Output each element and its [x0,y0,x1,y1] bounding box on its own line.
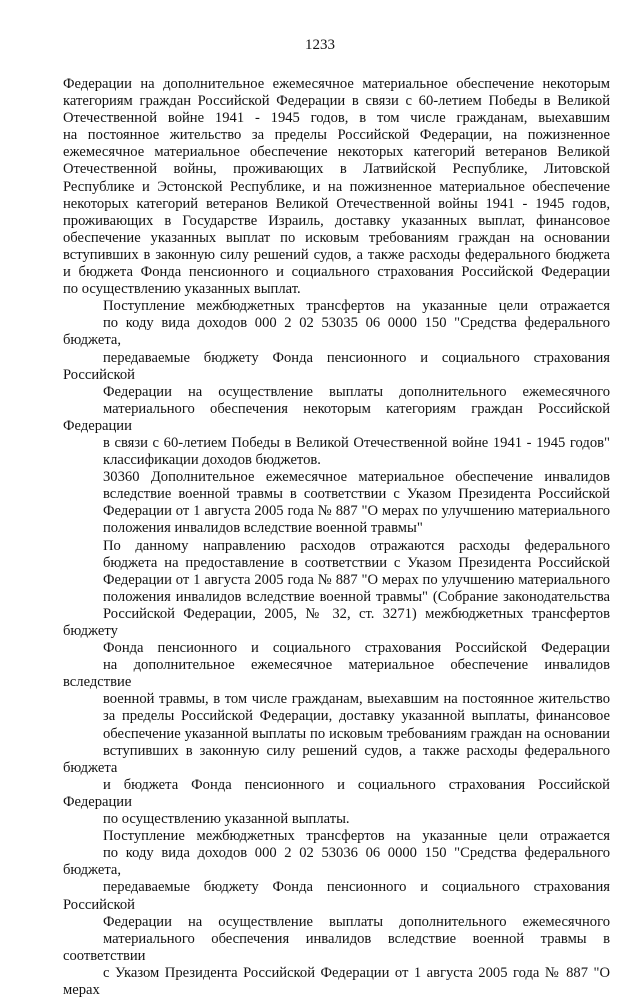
text-line: передаваемые бюджету Фонда пенсионного и социального страхования Российской [63,349,610,383]
text-line: Федерации на осуществление выплаты дополнительного ежемесячного [103,913,610,930]
text-line: 30360 Дополнительное ежемесячное материальное обеспечение инвалидов [103,469,610,486]
text-line: и бюджета Фонда пенсионного и социального страхования Российской Федерации [63,776,610,810]
text-line: по осуществлению указанных выплат. [63,281,301,298]
text-line: ежемесячное материальное обеспечение некоторых категорий ветеранов Великой [63,144,610,161]
text-line: Российской Федерации, 2005, № 32, ст. 3271) межбюджетных трансфертов бюджету [63,605,610,639]
paragraph [63,76,610,298]
text-line: и бюджета Фонда пенсионного и социального страхования Российской Федерации [63,264,610,281]
text-line: Отечественной войне 1941 - 1945 годов, в том числе гражданам, выехавшим [63,110,610,127]
text-line: материального обеспечения некоторым категориям граждан Российской Федерации [63,400,610,434]
text-line: категориям граждан Российской Федерации в связи с 60-летием Победы в Великой [63,93,610,110]
text-line: вступивших в законную силу решений судов, а также расходы федерального бюджета [63,742,610,776]
text-line: Федерации от 1 августа 2005 года № 887 "О мерах по улучшению материального [103,503,610,520]
text-line: с Указом Президента Российской Федерации от 1 августа 2005 года № 887 "О мерах [63,964,610,998]
text-line: По данному направлению расходов отражаются расходы федерального [103,537,610,554]
text-line: Поступление межбюджетных трансфертов на указанные цели отражается [103,828,610,845]
paragraph [63,469,610,537]
text-line: на постоянное жительство за пределы Российской Федерации, на пожизненное [63,127,610,144]
text-line: на дополнительное ежемесячное материальное обеспечение инвалидов вследствие [63,657,610,691]
paragraph [63,538,610,829]
text-line: по осуществлению указанной выплаты. [103,811,350,828]
page-number: 1233 [305,37,335,53]
text-line: материального обеспечения инвалидов вследствие военной травмы в соответствии [63,930,610,964]
text-line: в связи с 60-летием Победы в Великой Отечественной войне 1941 - 1945 годов" [103,434,610,451]
document-body [63,76,610,999]
text-line: Отечественной войны, проживающих в Латвийской Республике, Литовской [63,161,610,178]
text-line: военной травмы, в том числе гражданам, выехавшим на постоянное жительство [103,691,610,708]
text-line: положения инвалидов вследствие военной травмы" [103,520,423,537]
text-line: Республике и Эстонской Республике, и на пожизненное материальное обеспечение [63,178,610,195]
text-line: Федерации от 1 августа 2005 года № 887 "О мерах по улучшению материального [103,571,610,588]
text-line: Федерации на осуществление выплаты дополнительного ежемесячного [103,383,610,400]
paragraph [63,298,610,469]
text-line: обеспечение указанных выплат по исковым требованиям граждан на основании [63,229,610,246]
text-line: классификации доходов бюджетов. [103,452,321,469]
text-line: обеспечение указанной выплаты по исковым требованиям граждан на основании [103,725,610,742]
text-line: передаваемые бюджету Фонда пенсионного и социального страхования Российской [63,879,610,913]
text-line: по коду вида доходов 000 2 02 53036 06 0000 150 "Средства федерального бюджета, [63,845,610,879]
text-line: бюджета на предоставление в соответствии с Указом Президента Российской [103,554,610,571]
text-line: положения инвалидов вследствие военной травмы" (Собрание законодательства [103,588,610,605]
paragraph [63,828,610,999]
text-line: Фонда пенсионного и социального страхования Российской Федерации [103,640,610,657]
text-line: проживающих в Государстве Израиль, доставку указанных выплат, финансовое [63,212,610,229]
text-line: по коду вида доходов 000 2 02 53035 06 0000 150 "Средства федерального бюджета, [63,315,610,349]
text-line: вступивших в законную силу решений судов, а также расходы федерального бюджета [63,246,610,263]
text-line: Поступление межбюджетных трансфертов на указанные цели отражается [103,298,610,315]
text-line: Федерации на дополнительное ежемесячное материальное обеспечение некоторым [63,76,610,92]
text-line: вследствие военной травмы в соответствии с Указом Президента Российской [103,486,610,503]
text-line: некоторых категорий ветеранов Великой Отечественной войны 1941 - 1945 годов, [63,195,610,212]
text-line: за пределы Российской Федерации, доставку указанной выплаты, финансовое [103,708,610,725]
